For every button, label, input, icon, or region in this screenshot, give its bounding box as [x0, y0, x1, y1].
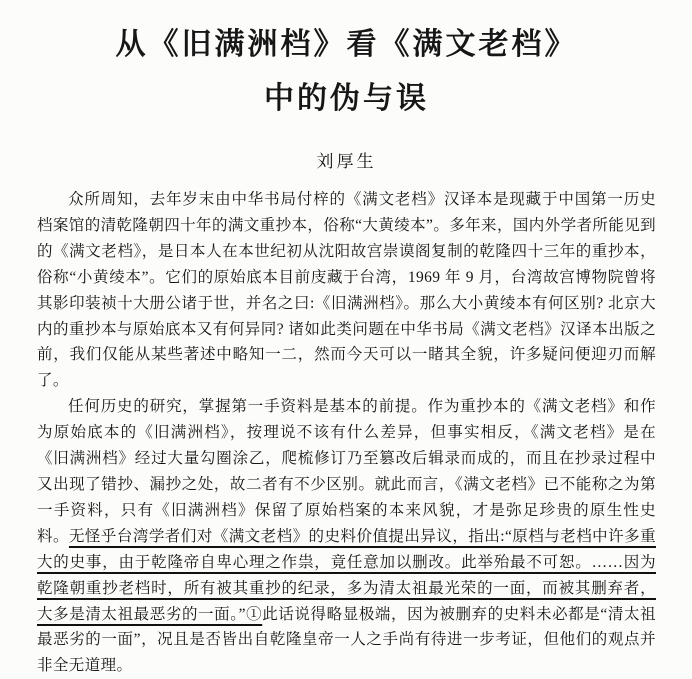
article-body [37, 187, 656, 679]
article-title [37, 18, 656, 126]
article-title-line-1: 从《旧满洲档》看《满文老档》 [115, 28, 578, 61]
paragraph [37, 187, 656, 394]
article-title-line-2: 中的伪与误 [264, 82, 429, 115]
text-segment: 任何历史的研究，掌握第一手资料是基本的前提。作为重抄本的《满文老档》和作为原始底本的《旧满洲档》，按理说不该有什么差异，但事实相反，《满文老档》是在《旧满洲档》经过大量勾圈涂乙，爬梳修订乃至篡改后辑录而成的，而且在抄录过程中又出现了错抄、漏抄之处，故二者有不少区别。就此而言，《满文老档》已不能称之为第一手资料，只有《旧满洲档》保留了原始档案的本来风貌，才是弥足珍贵的原生性史料。 [37, 398, 656, 545]
text-segment: 此话说得略显极端，因为被删弃的史料未必都是“清太祖最恶劣的一面”，况且是否皆出自乾隆皇帝一人之手尚有待进一步考证，但他们的观点并非全无道理。 [37, 605, 656, 675]
text-segment: 众所周知，去年岁末由中华书局付梓的《满文老档》汉译本是现藏于中国第一历史档案馆的清乾隆朝四十年的满文重抄本，俗称“大黄绫本”。多年来，国内外学者所能见到的《满文老档》，是日本人在本世纪初从沈阳故宫崇谟阁复制的乾隆四十三年的重抄本，俗称“小黄绫本”。它们的原始底本目前庋藏于台湾，1969 年 9 月，台湾故宫博物院曾将其影印装祯十大册公诸于世，并名之曰:《旧满洲档》。那么大小黄绫本有何区别? 北京大内的重抄本与原始底本又有何异同? 诸如此类问题在中华书局《满文老档》汉译本出版之前，我们仅能从某些著述中略知一二，然而今天可以一睹其全貌，许多疑问便迎刃而解了。 [37, 191, 656, 390]
author-name: 刘厚生 [316, 152, 377, 171]
paragraph [37, 394, 656, 679]
underlined-quote: 无怪乎台湾学者们对《满文老档》的史料价值提出异议，指出:“原档与老档中许多重大的史事，由于乾隆帝自卑心理之作祟，竟任意加以删改。此举殆最不可恕。……因为乾隆朝重抄老档时，所有被其重抄的纪录，多为清太祖最光荣的一面，而被其删弃者，大多是清太祖最恶劣的一面。”① [37, 527, 656, 623]
